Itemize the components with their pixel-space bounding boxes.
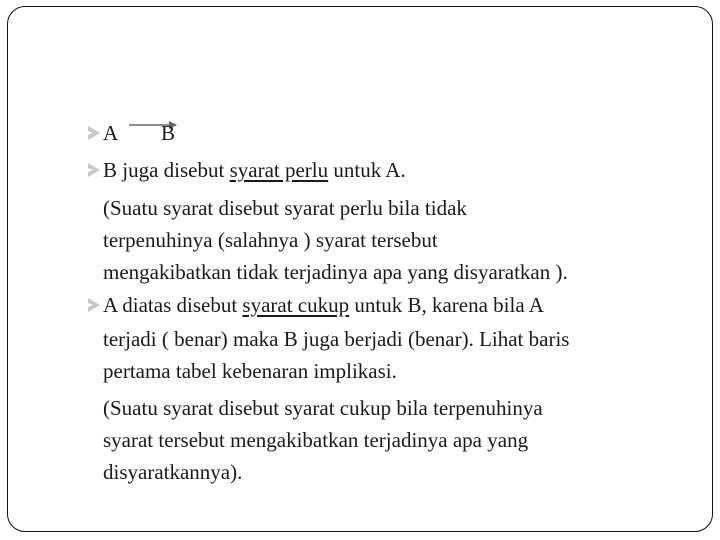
text-line: syarat tersebut mengakibatkan terjadinya apa yang — [103, 428, 529, 452]
term-syarat-perlu: syarat perlu — [229, 158, 329, 182]
necessary-condition-line: B juga disebut syarat perlu untuk A. — [103, 158, 406, 182]
text-line: (Suatu syarat disebut syarat cukup bila terpenuhinya — [103, 396, 543, 420]
premise-a: A — [103, 121, 119, 145]
bullet-icon — [88, 126, 100, 140]
bullet-icon — [88, 298, 100, 312]
text-line: pertama tabel kebenaran implikasi. — [103, 359, 397, 383]
conclusion-b: B — [161, 121, 176, 145]
text-line: (Suatu syarat disebut syarat perlu bila tidak — [103, 196, 467, 220]
term-syarat-cukup: syarat cukup — [242, 293, 350, 317]
text-line: terpenuhinya (salahnya ) syarat tersebut — [103, 228, 438, 252]
sufficient-condition-line: A diatas disebut syarat cukup untuk B, karena bila A — [103, 293, 544, 317]
bullet-icon — [88, 163, 100, 177]
text-line: disyaratkannya). — [103, 460, 243, 484]
text-line: terjadi ( benar) maka B juga berjadi (benar). Lihat baris — [103, 327, 570, 351]
text-line: mengakibatkan tidak terjadinya apa yang disyaratkan ). — [103, 260, 568, 284]
